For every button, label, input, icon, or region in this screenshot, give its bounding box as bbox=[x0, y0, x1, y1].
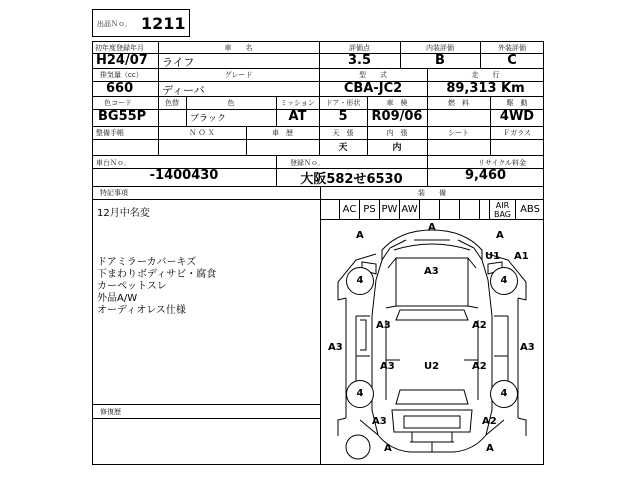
inspection-label: 車 検 bbox=[386, 99, 408, 107]
roof-value: 天 bbox=[338, 143, 348, 153]
inside-label: 内 張 bbox=[386, 129, 408, 137]
manual-label: 整備手帳 bbox=[96, 129, 124, 137]
notes-line1: 12月中名変 bbox=[97, 208, 150, 219]
displacement-value: 660 bbox=[106, 81, 134, 96]
wheel-front-right: 4 bbox=[490, 267, 518, 295]
note-item: 下まわりボディサビ・腐食 bbox=[97, 269, 217, 280]
lot-number-value: 1211 bbox=[141, 14, 186, 33]
score-value: 3.5 bbox=[347, 53, 372, 68]
doors-value: 5 bbox=[338, 109, 348, 124]
mark-bottom-left: A bbox=[384, 443, 392, 454]
drive-value: 4WD bbox=[499, 109, 535, 124]
color-value: ブラック bbox=[190, 114, 226, 124]
mark-left-side: A3 bbox=[328, 342, 343, 353]
color-code-value: BG55P bbox=[98, 109, 147, 124]
mark-roof: A3 bbox=[424, 266, 439, 277]
equipment-title: 装 備 bbox=[418, 189, 446, 197]
mark-left-door-front: A3 bbox=[376, 320, 391, 331]
mark-right-door-front: A2 bbox=[472, 320, 487, 331]
car-name-label: 車 名 bbox=[224, 44, 253, 52]
fuel-label: 燃 料 bbox=[448, 99, 469, 107]
model-label: 型 式 bbox=[359, 71, 387, 79]
wheel-front-left: 4 bbox=[346, 267, 374, 295]
wheel-rear-right: 4 bbox=[490, 380, 518, 408]
mark-right-side: A3 bbox=[520, 342, 535, 353]
score-label: 評価点 bbox=[349, 44, 370, 52]
seat-label: シート bbox=[448, 129, 469, 137]
note-item: 外品A/W bbox=[97, 293, 138, 304]
exterior-value: C bbox=[507, 53, 517, 68]
history-label: 車 歴 bbox=[272, 129, 293, 137]
equip-blank bbox=[460, 200, 480, 220]
equip-aw: AW bbox=[400, 200, 420, 220]
equip-ac: AC bbox=[340, 200, 360, 220]
wheel-rear-left: 4 bbox=[346, 380, 374, 408]
lot-number-label: 出品Ｎｏ． bbox=[97, 20, 132, 28]
equip-pw: PW bbox=[380, 200, 400, 220]
mileage-label: 走 行 bbox=[471, 71, 500, 79]
recycle-label: リサイクル料金 bbox=[478, 159, 527, 167]
nox-label: Ｎ Ｏ Ｘ bbox=[189, 129, 215, 137]
mark-top-right: A bbox=[496, 230, 504, 241]
interior-value: B bbox=[435, 53, 445, 68]
interior-label: 内装評価 bbox=[426, 44, 454, 52]
equip-blank bbox=[440, 200, 460, 220]
exterior-label: 外装評価 bbox=[498, 44, 526, 52]
chassis-value: -1400430 bbox=[149, 168, 219, 183]
note-item: ドアミラーカバーキズ bbox=[97, 257, 197, 268]
plate-value: 大阪582せ6530 bbox=[300, 172, 403, 187]
equip-blank bbox=[320, 200, 340, 220]
chassis-label: 車台Ｎｏ． bbox=[96, 159, 131, 167]
mark-right-door-rear: A2 bbox=[472, 361, 487, 372]
displacement-label: 排気量（cc） bbox=[100, 71, 143, 79]
mark-bottom-right: A bbox=[486, 443, 494, 454]
note-item: オーディオレス仕様 bbox=[97, 305, 186, 316]
mission-label: ミッション bbox=[280, 99, 315, 107]
mileage-value: 89,313 Km bbox=[446, 81, 525, 96]
notes-list bbox=[97, 257, 216, 317]
plate-label: 登録Ｎｏ． bbox=[290, 159, 325, 167]
glass-label: Ｆガラス bbox=[503, 129, 531, 137]
inspection-value: R09/06 bbox=[371, 109, 423, 124]
doors-label: ドア・形状 bbox=[325, 99, 361, 107]
color-change-label: 色替 bbox=[165, 99, 179, 107]
mark-u1: U1 bbox=[485, 251, 501, 262]
equip-airbag: AIR BAG bbox=[490, 200, 516, 220]
grade-value: ディーバ bbox=[162, 84, 205, 97]
mark-rear-right: A2 bbox=[482, 416, 497, 427]
mark-top-center: A bbox=[428, 222, 436, 233]
equip-blank bbox=[480, 200, 490, 220]
equip-blank bbox=[420, 200, 440, 220]
mark-a1: A1 bbox=[514, 251, 529, 262]
drive-label: 駆 動 bbox=[506, 99, 528, 107]
mark-top-left: A bbox=[356, 230, 364, 241]
reg-date-value: H24/07 bbox=[96, 53, 148, 68]
car-name-value: ライフ bbox=[162, 56, 195, 69]
lot-number-box bbox=[92, 9, 190, 37]
note-item: カーペットスレ bbox=[97, 281, 167, 292]
equip-ps: PS bbox=[360, 200, 380, 220]
mark-left-door-rear: A3 bbox=[380, 361, 395, 372]
notes-title: 特記事項 bbox=[100, 189, 128, 197]
mark-center: U2 bbox=[424, 361, 440, 372]
mission-value: AT bbox=[288, 109, 307, 124]
color-label: 色 bbox=[227, 99, 235, 107]
inside-value: 内 bbox=[392, 143, 402, 153]
mark-rear-left: A3 bbox=[372, 416, 387, 427]
recycle-value: 9,460 bbox=[464, 168, 507, 183]
equip-abs: ABS bbox=[520, 204, 540, 215]
roof-label: 天 張 bbox=[332, 129, 354, 137]
reg-date-label: 初年度登録年月 bbox=[95, 44, 144, 52]
repair-title: 修復歴 bbox=[100, 408, 121, 416]
equipment-row bbox=[320, 200, 544, 220]
car-body-diagram bbox=[320, 220, 544, 465]
model-value: CBA-JC2 bbox=[343, 81, 403, 96]
grade-label: グレード bbox=[224, 71, 253, 79]
color-code-label: 色コード bbox=[104, 99, 132, 107]
